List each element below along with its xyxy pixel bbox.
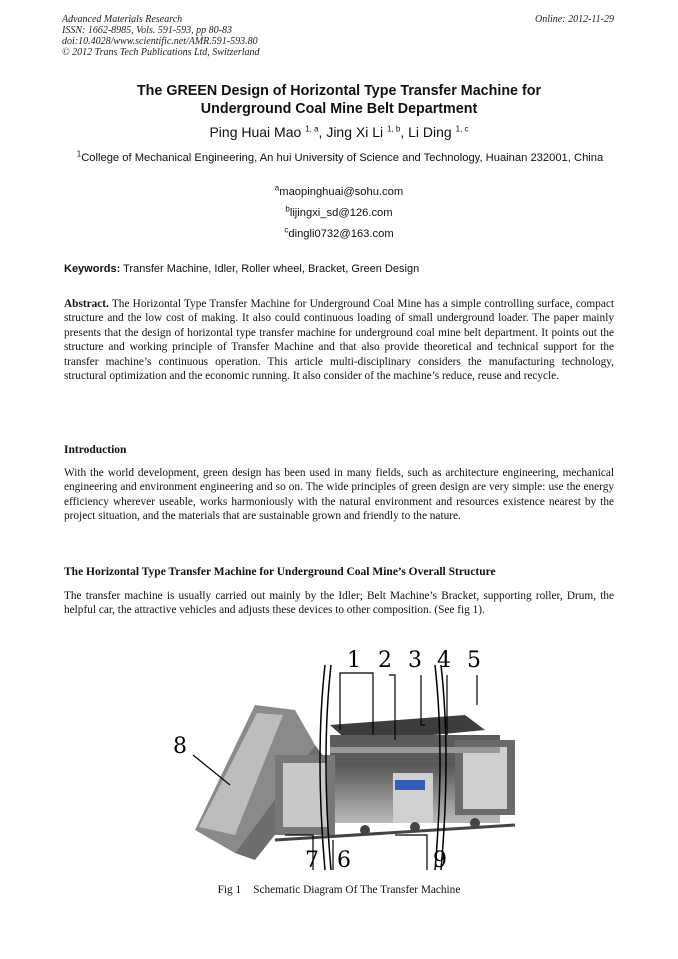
transfer-machine-figure xyxy=(165,635,535,875)
introduction-text: With the world development, green design has been used in many fields, such as architecture engineering, mechanical engineering and environment engineering and so on. The wide principles of green design are very simple: use the energy efficiency wherever useable, works harmoniously with the natural environment and resources existence nearest by the project situation, and the materials that are sustainable grown and friendly to the nature. xyxy=(64,467,614,523)
callout-6: 6 xyxy=(337,848,351,873)
abstract-label: Abstract. xyxy=(64,298,109,310)
title-line-1: The GREEN Design of Horizontal Type Transfer Machine for xyxy=(136,83,542,99)
author-name: Jing Xi Li xyxy=(326,124,384,140)
keywords xyxy=(64,263,616,275)
affiliation-sup: 1 xyxy=(76,149,82,159)
figure-caption xyxy=(60,884,618,896)
author-name: Li Ding xyxy=(408,124,452,140)
callout-7: 7 xyxy=(305,848,319,873)
email-line xyxy=(60,225,618,240)
email-address[interactable]: lijingxi_sd@126.com xyxy=(289,207,393,219)
callout-8: 8 xyxy=(173,734,187,759)
callout-3: 3 xyxy=(408,648,422,673)
journal-name: Advanced Materials Research xyxy=(62,14,183,25)
email-sup: b xyxy=(285,204,290,214)
keywords-text: Transfer Machine, Idler, Roller wheel, Bracket, Green Design xyxy=(123,263,420,275)
section-heading-introduction: Introduction xyxy=(64,444,127,456)
author-sup: 1, b xyxy=(387,124,401,134)
abstract-text: The Horizontal Type Transfer Machine for Underground Coal Mine has a simple controlling surface, compact structure and the low cost of making. It also could continuous loading of small underground loader. The paper mainly presents that the design of horizontal type transfer machine for underground coal mine belt department. It points out the structure and working principle of Transfer Machine and that also provide theoretical and technical support for the transfer machine’s continuous operation. This article multi-disciplinary considers the manufacturing technology, structural optimization and the economic running. It also consider of the machine’s reduce, reuse and recycle. xyxy=(64,298,614,383)
paper-title xyxy=(60,82,618,118)
callout-5: 5 xyxy=(467,648,481,673)
email-sup: a xyxy=(274,183,280,193)
email-address[interactable]: maopinghuai@sohu.com xyxy=(279,186,404,198)
affiliation-text: College of Mechanical Engineering, An hui University of Science and Technology, Huainan 232001, China xyxy=(81,152,604,164)
email-sup: c xyxy=(284,225,289,235)
author-sup: 1, a xyxy=(305,124,319,134)
caption-text: Schematic Diagram Of The Transfer Machine xyxy=(253,884,461,896)
caption-number: Fig 1 xyxy=(217,884,242,896)
doi-line: doi:10.4028/www.scientific.net/AMR.591-593.80 xyxy=(62,36,258,47)
title-line-2: Underground Coal Mine Belt Department xyxy=(200,101,478,117)
issn-line: ISSN: 1662-8985, Vols. 591-593, pp 80-83 xyxy=(62,25,232,36)
abstract xyxy=(64,297,614,383)
email-address[interactable]: dingli0732@163.com xyxy=(288,228,394,240)
structure-text: The transfer machine is usually carried out mainly by the Idler; Belt Machine’s Bracket, supporting roller, Drum, the helpful car, the attractive vehicles and adjusts these devices to other composition. (See fig 1). xyxy=(64,590,614,617)
email-line xyxy=(60,204,618,219)
keywords-label: Keywords: xyxy=(64,263,121,275)
author-list: Ping Huai Mao $^{1, a}$, Jing Xi Li $^{1, b}$, Li Ding $^{1, c}$ xyxy=(209,124,469,140)
author-name: Ping Huai Mao xyxy=(209,124,302,140)
callout-1: 1 xyxy=(347,648,361,673)
copyright-line: © 2012 Trans Tech Publications Ltd, Switzerland xyxy=(62,47,260,58)
callout-9: 9 xyxy=(433,848,447,873)
email-line xyxy=(60,183,618,198)
callout-4: 4 xyxy=(437,648,451,673)
section-heading-structure: The Horizontal Type Transfer Machine for Underground Coal Mine’s Overall Structure xyxy=(64,566,496,578)
online-date: Online: 2012-11-29 xyxy=(535,14,614,25)
affiliation xyxy=(62,150,618,166)
author-sup: 1, c xyxy=(455,124,469,134)
journal-header xyxy=(62,14,260,58)
callout-2: 2 xyxy=(378,648,392,673)
